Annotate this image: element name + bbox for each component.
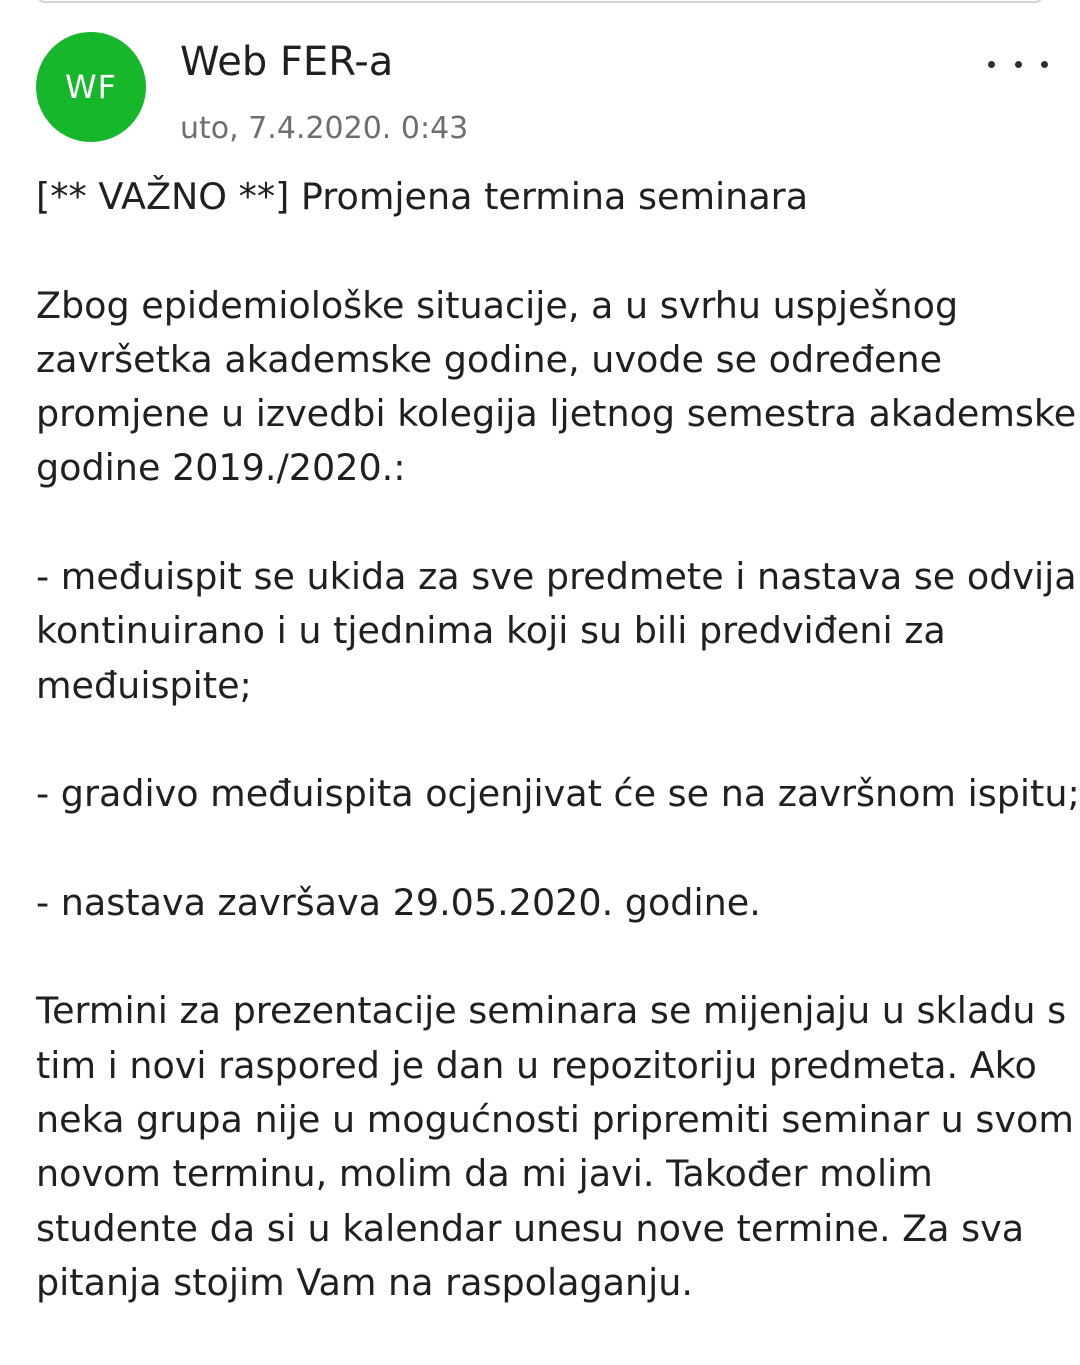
paragraph-line: neka grupa nije u mogućnosti pripremiti seminar u svom	[36, 1098, 1074, 1142]
more-options-button[interactable]	[988, 48, 1048, 80]
paragraph-line: Termini za prezentacije seminara se mijenjaju u skladu s	[36, 989, 1067, 1033]
message-paragraph-1	[36, 279, 1077, 496]
paragraph-line: studente da si u kalendar unesu nove termine. Za sva	[36, 1206, 1025, 1250]
more-horizontal-icon	[988, 61, 995, 68]
paragraph-line: - gradivo međuispita ocjenjivat će se na završnom ispitu;	[36, 772, 1080, 816]
message-header	[0, 0, 1080, 160]
sender-name[interactable]: Web FER-a	[180, 39, 394, 85]
message-paragraph-2	[36, 550, 1077, 713]
avatar[interactable]	[36, 32, 146, 142]
message-timestamp: uto, 7.4.2020. 0:43	[180, 111, 469, 146]
paragraph-line: - nastava završava 29.05.2020. godine.	[36, 880, 761, 924]
paragraph-line: godine 2019./2020.:	[36, 446, 406, 490]
paragraph-line: pitanja stojim Vam na raspolaganju.	[36, 1260, 694, 1304]
message-subject: [** VAŽNO **] Promjena termina seminara	[36, 175, 809, 218]
paragraph-line: novom terminu, molim da mi javi. Također molim	[36, 1152, 933, 1196]
paragraph-line: međuispite;	[36, 663, 252, 707]
paragraph-line: promjene u izvedbi kolegija ljetnog semestra akademske	[36, 392, 1077, 436]
paragraph-line: kontinuirano i u tjednima koji su bili predviđeni za	[36, 609, 946, 653]
paragraph-line: tim i novi raspored je dan u repozitoriju predmeta. Ako	[36, 1043, 1037, 1087]
message-paragraph-3	[36, 767, 1080, 821]
message-paragraph-4	[36, 876, 1056, 930]
paragraph-line: završetka akademske godine, uvode se određene	[36, 337, 943, 381]
paragraph-line: - međuispit se ukida za sve predmete i nastava se odvija	[36, 555, 1077, 599]
message-body	[36, 170, 1080, 1365]
paragraph-line: Zbog epidemiološke situacije, a u svrhu uspješnog	[36, 283, 959, 327]
more-horizontal-icon-dot-3	[1041, 61, 1048, 68]
avatar-initials: WF	[64, 68, 118, 106]
more-horizontal-icon-dot-2	[1015, 61, 1022, 68]
message-paragraph-5	[36, 984, 1074, 1310]
